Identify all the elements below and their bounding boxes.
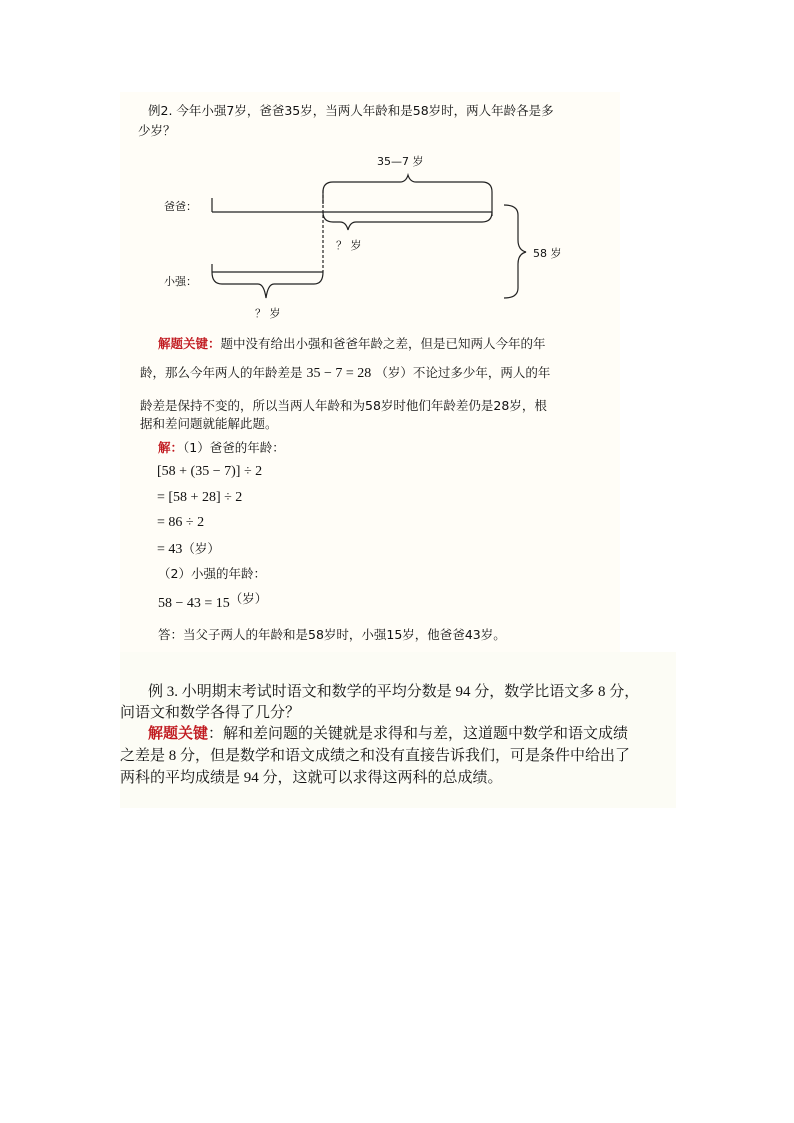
top-brace [323, 175, 492, 204]
example3-key-line1-text: 解和差问题的关键就是求得和与差，这道题中数学和语文成绩 [223, 726, 629, 742]
diagram-bottom-label: ？ 岁 [255, 307, 281, 320]
bottom-brace [212, 272, 323, 298]
solution-step1-label: （1）爸爸的年龄： [183, 440, 285, 455]
diagram-child-label: 小强： [164, 275, 197, 288]
key2-line1 [158, 334, 546, 354]
child-bar [212, 264, 323, 272]
solution-eq1: [58 + (35 − 7)] ÷ 2 [157, 464, 263, 479]
example3-key-title: 解题关键 [148, 726, 209, 742]
key2-title: 解题关键： [158, 336, 221, 351]
example3-key-line3: 两科的平均成绩是 94 分，这就可以求得这两科的总成绩。 [120, 770, 503, 786]
solution-answer: 答：当父子两人的年龄和是58岁时，小强15岁，他爸爸43岁。 [158, 627, 506, 642]
solution-step1 [158, 438, 285, 458]
diagram-mid-label: ？ 岁 [336, 239, 362, 252]
diagram-father-label: 爸爸： [164, 200, 197, 213]
diagram-total-label: 58 岁 [533, 247, 562, 260]
solution-eq4-unit: （岁） [182, 541, 220, 556]
key2-line1-text: 题中没有给出小强和爸爸年龄之差，但是已知两人今年的年 [220, 336, 546, 351]
father-bar [212, 198, 492, 216]
solution-eq2: = [58 + 28] ÷ 2 [157, 490, 243, 505]
example2-line2: 少岁？ [138, 123, 176, 138]
example3-line1: 例 3. 小明期末考试时语文和数学的平均分数是 94 分，数学比语文多 8 分， [148, 684, 640, 700]
example3-key-line1 [148, 723, 628, 745]
solution-eq4-line [157, 539, 220, 560]
example3-line2: 问语文和数学各得了几分？ [120, 705, 301, 721]
solution-eq3: = 86 ÷ 2 [157, 515, 205, 530]
key2-line2 [140, 363, 550, 384]
solution-title: 解： [158, 440, 184, 455]
solution-eq5-unit: （岁） [229, 591, 268, 606]
mid-brace [323, 212, 492, 230]
key2-line2-post: （岁）不论过多少年，两人的年 [375, 365, 551, 380]
example2-line1: 例2. 今年小强7岁，爸爸35岁，当两人年龄和是58岁时，两人年龄各是多 [148, 103, 554, 118]
key2-line2-eq: 35 − 7 = 28 [306, 366, 372, 381]
diagram-top-label: 35—7 岁 [377, 155, 424, 168]
key2-line4: 据和差问题就能解此题。 [140, 416, 278, 431]
key2-line2-pre: 龄，那么今年两人的年龄差是 [140, 365, 303, 380]
example3-key-line2: 之差是 8 分，但是数学和语文成绩之和没有直接告诉我们，可是条件中给出了 [120, 748, 631, 764]
solution-eq5-line [158, 593, 267, 614]
example3-key-colon: ： [208, 726, 224, 742]
solution-step2-label: （2）小强的年龄： [158, 566, 266, 581]
solution-eq4: = 43 [157, 542, 183, 557]
total-brace [504, 205, 526, 298]
key2-line3: 龄差是保持不变的，所以当两人年龄和为58岁时他们年龄差仍是28岁，根 [140, 398, 547, 413]
solution-eq5: 58 − 43 = 15 [158, 596, 230, 611]
